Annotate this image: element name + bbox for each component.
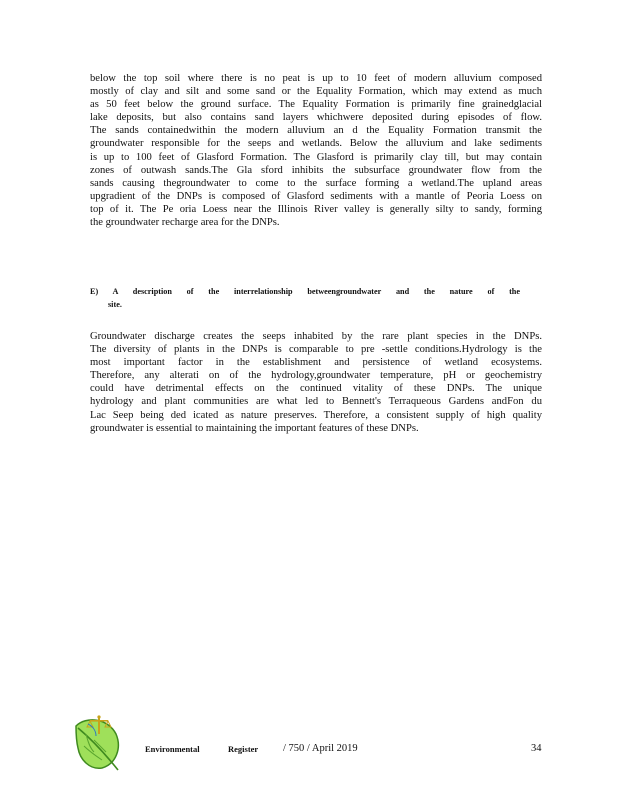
text-line: Therefore, any alterati on of the hydrology,groundwater temperature, pH or geochemistry [90, 370, 542, 382]
text-line: Lac Seep being ded icated as nature preserves. Therefore, a consistent supply of high quality [90, 409, 542, 421]
text-line: Groundwater discharge creates the seeps inhabited by the rare plant species in the DNPs. [90, 331, 542, 342]
footer-register: Register [228, 744, 259, 754]
text-line: groundwater is essential to maintaining the important features of these DNPs. [90, 422, 419, 434]
text-line: groundwater responsible for the seeps and wetlands. Below the alluvium and lake sediments [90, 138, 542, 150]
text-line: as 50 feet below the ground surface. The Equality Formation is primarily fine grainedglacial [90, 99, 542, 111]
footer-publication-title: Environmental [145, 744, 200, 754]
section-heading-e [90, 285, 520, 311]
text-line: hydrology and plant communities are what led to Bennett's Terraqueous Gardens andFon du [90, 396, 542, 408]
body-paragraph-2 [90, 330, 542, 435]
text-line: lake deposits, but also contains sand layers whichwere deposited during episodes of flow. [90, 112, 542, 124]
footer-issue-date: / 750 / April 2019 [283, 743, 358, 754]
text-line: zones of outwash sands.The Gla sford inhibits the subsurface groundwater flow from the [90, 164, 542, 176]
section-heading-line-2: site. [108, 300, 122, 309]
text-line: The sands containedwithin the modern alluvium an d the Equality Formation transmit the [90, 125, 542, 137]
page-footer [0, 740, 618, 770]
page-number: 34 [531, 743, 542, 754]
text-line: mostly of clay and silt and some sand or the Equality Formation, which may extend as much [90, 86, 542, 98]
text-line: the groundwater recharge area for the DNPs. [90, 217, 280, 229]
text-line: top of it. The Pe oria Loess near the Illinois River valley is generally silty to sandy, forming [90, 203, 542, 215]
text-line: upgradient of the DNPs is composed of Glasford sediments with a mantle of Peoria Loess on [90, 190, 542, 202]
text-line: is up to 100 feet of Glasford Formation. The Glasford is primarily clay till, but may contain [90, 151, 542, 163]
leaf-scales-logo-icon [72, 712, 124, 772]
text-line: could have detrimental effects on the continued vitality of these DNPs. The unique [90, 383, 542, 395]
text-line: most important factor in the establishment and persistence of wetland ecosystems. [90, 357, 542, 369]
section-heading-line-1: E) A description of the interrelationship betweengroundwater and the nature of the [90, 287, 520, 296]
body-paragraph-1 [90, 72, 542, 229]
text-line: The diversity of plants in the DNPs is comparable to pre -settle conditions.Hydrology is the [90, 344, 542, 356]
text-line: sands causing thegroundwater to come to the surface forming a wetland.The upland areas [90, 177, 542, 189]
text-line: below the top soil where there is no peat is up to 10 feet of modern alluvium composed [90, 73, 542, 84]
